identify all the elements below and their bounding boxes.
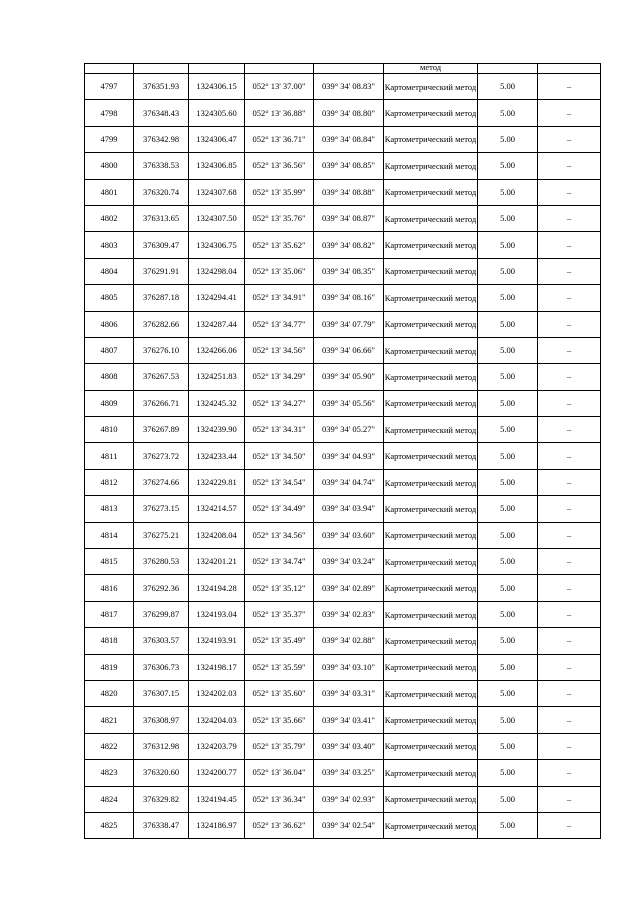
note-cell: – xyxy=(538,628,601,654)
x-coordinate-cell: 376348.43 xyxy=(134,100,189,126)
point-number-cell: 4819 xyxy=(85,654,134,680)
longitude-cell: 039° 34' 08.87" xyxy=(314,205,384,231)
cont-cell-number xyxy=(85,64,134,74)
note-cell: – xyxy=(538,311,601,337)
x-coordinate-cell: 376307.15 xyxy=(134,680,189,706)
x-coordinate-cell: 376273.15 xyxy=(134,496,189,522)
x-coordinate-cell: 376342.98 xyxy=(134,126,189,152)
table-row xyxy=(85,179,601,205)
point-number-cell: 4798 xyxy=(85,100,134,126)
table-row xyxy=(85,337,601,363)
point-number-cell: 4813 xyxy=(85,496,134,522)
y-coordinate-cell: 1324204.03 xyxy=(189,707,245,733)
method-cell: Картометрический метод xyxy=(384,153,478,179)
accuracy-cell: 5.00 xyxy=(478,337,538,363)
table-row xyxy=(85,285,601,311)
method-cell: Картометрический метод xyxy=(384,337,478,363)
longitude-cell: 039° 34' 08.16" xyxy=(314,285,384,311)
accuracy-cell: 5.00 xyxy=(478,443,538,469)
table-body xyxy=(85,64,601,839)
latitude-cell: 052° 13' 35.59" xyxy=(245,654,314,680)
accuracy-cell: 5.00 xyxy=(478,601,538,627)
x-coordinate-cell: 376303.57 xyxy=(134,628,189,654)
table-row xyxy=(85,390,601,416)
longitude-cell: 039° 34' 03.40" xyxy=(314,733,384,759)
cont-cell-error xyxy=(478,64,538,74)
latitude-cell: 052° 13' 34.50" xyxy=(245,443,314,469)
point-number-cell: 4799 xyxy=(85,126,134,152)
point-number-cell: 4807 xyxy=(85,337,134,363)
x-coordinate-cell: 376313.65 xyxy=(134,205,189,231)
latitude-cell: 052° 13' 35.06" xyxy=(245,258,314,284)
y-coordinate-cell: 1324306.85 xyxy=(189,153,245,179)
longitude-cell: 039° 34' 07.79" xyxy=(314,311,384,337)
note-cell: – xyxy=(538,179,601,205)
latitude-cell: 052° 13' 37.00" xyxy=(245,74,314,100)
latitude-cell: 052° 13' 34.54" xyxy=(245,469,314,495)
y-coordinate-cell: 1324239.90 xyxy=(189,417,245,443)
y-coordinate-cell: 1324193.91 xyxy=(189,628,245,654)
point-number-cell: 4800 xyxy=(85,153,134,179)
note-cell: – xyxy=(538,654,601,680)
longitude-cell: 039° 34' 04.93" xyxy=(314,443,384,469)
y-coordinate-cell: 1324194.28 xyxy=(189,575,245,601)
method-cell: Картометрический метод xyxy=(384,812,478,838)
point-number-cell: 4803 xyxy=(85,232,134,258)
point-number-cell: 4810 xyxy=(85,417,134,443)
y-coordinate-cell: 1324294.41 xyxy=(189,285,245,311)
point-number-cell: 4815 xyxy=(85,549,134,575)
longitude-cell: 039° 34' 02.93" xyxy=(314,786,384,812)
point-number-cell: 4811 xyxy=(85,443,134,469)
latitude-cell: 052° 13' 35.62" xyxy=(245,232,314,258)
accuracy-cell: 5.00 xyxy=(478,786,538,812)
table-row xyxy=(85,311,601,337)
latitude-cell: 052° 13' 34.91" xyxy=(245,285,314,311)
point-number-cell: 4805 xyxy=(85,285,134,311)
x-coordinate-cell: 376267.53 xyxy=(134,364,189,390)
accuracy-cell: 5.00 xyxy=(478,126,538,152)
y-coordinate-cell: 1324201.21 xyxy=(189,549,245,575)
x-coordinate-cell: 376312.98 xyxy=(134,733,189,759)
point-number-cell: 4802 xyxy=(85,205,134,231)
x-coordinate-cell: 376309.47 xyxy=(134,232,189,258)
point-number-cell: 4806 xyxy=(85,311,134,337)
table-row xyxy=(85,417,601,443)
longitude-cell: 039° 34' 08.80" xyxy=(314,100,384,126)
table-row xyxy=(85,733,601,759)
longitude-cell: 039° 34' 08.35" xyxy=(314,258,384,284)
accuracy-cell: 5.00 xyxy=(478,311,538,337)
note-cell: – xyxy=(538,126,601,152)
note-cell: – xyxy=(538,812,601,838)
longitude-cell: 039° 34' 02.89" xyxy=(314,575,384,601)
longitude-cell: 039° 34' 08.82" xyxy=(314,232,384,258)
x-coordinate-cell: 376280.53 xyxy=(134,549,189,575)
cont-cell-lat xyxy=(245,64,314,74)
cont-cell-method: метод xyxy=(384,64,478,74)
longitude-cell: 039° 34' 03.10" xyxy=(314,654,384,680)
x-coordinate-cell: 376274.66 xyxy=(134,469,189,495)
method-cell: Картометрический метод xyxy=(384,733,478,759)
point-number-cell: 4812 xyxy=(85,469,134,495)
note-cell: – xyxy=(538,285,601,311)
accuracy-cell: 5.00 xyxy=(478,179,538,205)
point-number-cell: 4797 xyxy=(85,74,134,100)
table-row xyxy=(85,232,601,258)
note-cell: – xyxy=(538,232,601,258)
accuracy-cell: 5.00 xyxy=(478,733,538,759)
method-cell: Картометрический метод xyxy=(384,707,478,733)
point-number-cell: 4814 xyxy=(85,522,134,548)
point-number-cell: 4809 xyxy=(85,390,134,416)
table-row xyxy=(85,74,601,100)
longitude-cell: 039° 34' 05.27" xyxy=(314,417,384,443)
table-row xyxy=(85,364,601,390)
point-number-cell: 4820 xyxy=(85,680,134,706)
latitude-cell: 052° 13' 35.76" xyxy=(245,205,314,231)
latitude-cell: 052° 13' 35.37" xyxy=(245,601,314,627)
note-cell: – xyxy=(538,522,601,548)
cont-cell-note xyxy=(538,64,601,74)
x-coordinate-cell: 376276.10 xyxy=(134,337,189,363)
table-row xyxy=(85,575,601,601)
point-number-cell: 4824 xyxy=(85,786,134,812)
table-row xyxy=(85,443,601,469)
latitude-cell: 052° 13' 36.71" xyxy=(245,126,314,152)
note-cell: – xyxy=(538,733,601,759)
accuracy-cell: 5.00 xyxy=(478,628,538,654)
method-cell: Картометрический метод xyxy=(384,417,478,443)
accuracy-cell: 5.00 xyxy=(478,153,538,179)
point-number-cell: 4817 xyxy=(85,601,134,627)
method-cell: Картометрический метод xyxy=(384,575,478,601)
note-cell: – xyxy=(538,337,601,363)
longitude-cell: 039° 34' 03.94" xyxy=(314,496,384,522)
accuracy-cell: 5.00 xyxy=(478,654,538,680)
point-number-cell: 4818 xyxy=(85,628,134,654)
note-cell: – xyxy=(538,390,601,416)
longitude-cell: 039° 34' 03.60" xyxy=(314,522,384,548)
table-row xyxy=(85,628,601,654)
table-row xyxy=(85,205,601,231)
accuracy-cell: 5.00 xyxy=(478,205,538,231)
method-cell: Картометрический метод xyxy=(384,654,478,680)
y-coordinate-cell: 1324306.15 xyxy=(189,74,245,100)
cont-cell-x xyxy=(134,64,189,74)
point-number-cell: 4825 xyxy=(85,812,134,838)
latitude-cell: 052° 13' 34.27" xyxy=(245,390,314,416)
accuracy-cell: 5.00 xyxy=(478,100,538,126)
note-cell: – xyxy=(538,258,601,284)
longitude-cell: 039° 34' 03.41" xyxy=(314,707,384,733)
latitude-cell: 052° 13' 34.29" xyxy=(245,364,314,390)
x-coordinate-cell: 376320.60 xyxy=(134,760,189,786)
note-cell: – xyxy=(538,443,601,469)
point-number-cell: 4801 xyxy=(85,179,134,205)
longitude-cell: 039° 34' 02.83" xyxy=(314,601,384,627)
method-cell: Картометрический метод xyxy=(384,126,478,152)
y-coordinate-cell: 1324214.57 xyxy=(189,496,245,522)
longitude-cell: 039° 34' 03.31" xyxy=(314,680,384,706)
y-coordinate-cell: 1324287.44 xyxy=(189,311,245,337)
point-number-cell: 4822 xyxy=(85,733,134,759)
method-cell: Картометрический метод xyxy=(384,258,478,284)
longitude-cell: 039° 34' 03.25" xyxy=(314,760,384,786)
latitude-cell: 052° 13' 34.74" xyxy=(245,549,314,575)
point-number-cell: 4804 xyxy=(85,258,134,284)
cont-cell-y xyxy=(189,64,245,74)
x-coordinate-cell: 376351.93 xyxy=(134,74,189,100)
y-coordinate-cell: 1324307.50 xyxy=(189,205,245,231)
point-number-cell: 4823 xyxy=(85,760,134,786)
method-cell: Картометрический метод xyxy=(384,205,478,231)
table-row xyxy=(85,680,601,706)
method-cell: Картометрический метод xyxy=(384,179,478,205)
y-coordinate-cell: 1324203.79 xyxy=(189,733,245,759)
method-cell: Картометрический метод xyxy=(384,100,478,126)
accuracy-cell: 5.00 xyxy=(478,258,538,284)
table-row xyxy=(85,654,601,680)
table-row xyxy=(85,707,601,733)
x-coordinate-cell: 376308.97 xyxy=(134,707,189,733)
x-coordinate-cell: 376282.66 xyxy=(134,311,189,337)
latitude-cell: 052° 13' 34.77" xyxy=(245,311,314,337)
method-cell: Картометрический метод xyxy=(384,786,478,812)
method-cell: Картометрический метод xyxy=(384,443,478,469)
method-cell: Картометрический метод xyxy=(384,549,478,575)
longitude-cell: 039° 34' 08.85" xyxy=(314,153,384,179)
x-coordinate-cell: 376275.21 xyxy=(134,522,189,548)
longitude-cell: 039° 34' 08.83" xyxy=(314,74,384,100)
latitude-cell: 052° 13' 35.79" xyxy=(245,733,314,759)
y-coordinate-cell: 1324202.03 xyxy=(189,680,245,706)
table-row xyxy=(85,786,601,812)
x-coordinate-cell: 376273.72 xyxy=(134,443,189,469)
latitude-cell: 052° 13' 36.34" xyxy=(245,786,314,812)
note-cell: – xyxy=(538,364,601,390)
table-row xyxy=(85,522,601,548)
method-cell: Картометрический метод xyxy=(384,390,478,416)
note-cell: – xyxy=(538,575,601,601)
accuracy-cell: 5.00 xyxy=(478,522,538,548)
y-coordinate-cell: 1324200.77 xyxy=(189,760,245,786)
latitude-cell: 052° 13' 36.88" xyxy=(245,100,314,126)
latitude-cell: 052° 13' 35.66" xyxy=(245,707,314,733)
latitude-cell: 052° 13' 36.62" xyxy=(245,812,314,838)
longitude-cell: 039° 34' 08.84" xyxy=(314,126,384,152)
accuracy-cell: 5.00 xyxy=(478,496,538,522)
x-coordinate-cell: 376338.53 xyxy=(134,153,189,179)
note-cell: – xyxy=(538,601,601,627)
method-cell: Картометрический метод xyxy=(384,364,478,390)
x-coordinate-cell: 376266.71 xyxy=(134,390,189,416)
latitude-cell: 052° 13' 36.04" xyxy=(245,760,314,786)
latitude-cell: 052° 13' 35.49" xyxy=(245,628,314,654)
y-coordinate-cell: 1324306.47 xyxy=(189,126,245,152)
accuracy-cell: 5.00 xyxy=(478,232,538,258)
longitude-cell: 039° 34' 05.90" xyxy=(314,364,384,390)
accuracy-cell: 5.00 xyxy=(478,549,538,575)
method-cell: Картометрический метод xyxy=(384,680,478,706)
x-coordinate-cell: 376267.89 xyxy=(134,417,189,443)
table-row xyxy=(85,153,601,179)
note-cell: – xyxy=(538,786,601,812)
longitude-cell: 039° 34' 02.88" xyxy=(314,628,384,654)
y-coordinate-cell: 1324298.04 xyxy=(189,258,245,284)
point-number-cell: 4808 xyxy=(85,364,134,390)
note-cell: – xyxy=(538,760,601,786)
table-row xyxy=(85,812,601,838)
point-number-cell: 4821 xyxy=(85,707,134,733)
longitude-cell: 039° 34' 04.74" xyxy=(314,469,384,495)
y-coordinate-cell: 1324208.04 xyxy=(189,522,245,548)
x-coordinate-cell: 376306.73 xyxy=(134,654,189,680)
accuracy-cell: 5.00 xyxy=(478,285,538,311)
latitude-cell: 052° 13' 35.99" xyxy=(245,179,314,205)
y-coordinate-cell: 1324198.17 xyxy=(189,654,245,680)
table-row xyxy=(85,549,601,575)
point-number-cell: 4816 xyxy=(85,575,134,601)
note-cell: – xyxy=(538,153,601,179)
accuracy-cell: 5.00 xyxy=(478,575,538,601)
latitude-cell: 052° 13' 35.12" xyxy=(245,575,314,601)
y-coordinate-cell: 1324251.83 xyxy=(189,364,245,390)
latitude-cell: 052° 13' 34.49" xyxy=(245,496,314,522)
note-cell: – xyxy=(538,100,601,126)
accuracy-cell: 5.00 xyxy=(478,74,538,100)
note-cell: – xyxy=(538,417,601,443)
latitude-cell: 052° 13' 34.56" xyxy=(245,337,314,363)
method-cell: Картометрический метод xyxy=(384,496,478,522)
longitude-cell: 039° 34' 02.54" xyxy=(314,812,384,838)
y-coordinate-cell: 1324233.44 xyxy=(189,443,245,469)
method-cell: Картометрический метод xyxy=(384,285,478,311)
latitude-cell: 052° 13' 34.56" xyxy=(245,522,314,548)
table-row xyxy=(85,258,601,284)
x-coordinate-cell: 376320.74 xyxy=(134,179,189,205)
continuation-row xyxy=(85,64,601,74)
y-coordinate-cell: 1324194.45 xyxy=(189,786,245,812)
method-cell: Картометрический метод xyxy=(384,601,478,627)
method-cell: Картометрический метод xyxy=(384,760,478,786)
x-coordinate-cell: 376299.87 xyxy=(134,601,189,627)
note-cell: – xyxy=(538,707,601,733)
y-coordinate-cell: 1324186.97 xyxy=(189,812,245,838)
coordinates-table xyxy=(84,63,601,839)
method-cell: Картометрический метод xyxy=(384,469,478,495)
accuracy-cell: 5.00 xyxy=(478,390,538,416)
method-cell: Картометрический метод xyxy=(384,232,478,258)
accuracy-cell: 5.00 xyxy=(478,469,538,495)
note-cell: – xyxy=(538,496,601,522)
note-cell: – xyxy=(538,549,601,575)
note-cell: – xyxy=(538,205,601,231)
latitude-cell: 052° 13' 35.60" xyxy=(245,680,314,706)
longitude-cell: 039° 34' 03.24" xyxy=(314,549,384,575)
x-coordinate-cell: 376287.18 xyxy=(134,285,189,311)
accuracy-cell: 5.00 xyxy=(478,680,538,706)
y-coordinate-cell: 1324306.75 xyxy=(189,232,245,258)
note-cell: – xyxy=(538,74,601,100)
accuracy-cell: 5.00 xyxy=(478,812,538,838)
x-coordinate-cell: 376329.82 xyxy=(134,786,189,812)
x-coordinate-cell: 376292.36 xyxy=(134,575,189,601)
accuracy-cell: 5.00 xyxy=(478,707,538,733)
y-coordinate-cell: 1324193.04 xyxy=(189,601,245,627)
table-row xyxy=(85,469,601,495)
method-cell: Картометрический метод xyxy=(384,522,478,548)
y-coordinate-cell: 1324307.68 xyxy=(189,179,245,205)
latitude-cell: 052° 13' 36.56" xyxy=(245,153,314,179)
note-cell: – xyxy=(538,680,601,706)
x-coordinate-cell: 376338.47 xyxy=(134,812,189,838)
table-row xyxy=(85,760,601,786)
method-cell: Картометрический метод xyxy=(384,628,478,654)
y-coordinate-cell: 1324229.81 xyxy=(189,469,245,495)
y-coordinate-cell: 1324266.06 xyxy=(189,337,245,363)
accuracy-cell: 5.00 xyxy=(478,364,538,390)
longitude-cell: 039° 34' 06.66" xyxy=(314,337,384,363)
table-row xyxy=(85,601,601,627)
accuracy-cell: 5.00 xyxy=(478,417,538,443)
longitude-cell: 039° 34' 05.56" xyxy=(314,390,384,416)
note-cell: – xyxy=(538,469,601,495)
accuracy-cell: 5.00 xyxy=(478,760,538,786)
table-row xyxy=(85,496,601,522)
longitude-cell: 039° 34' 08.88" xyxy=(314,179,384,205)
latitude-cell: 052° 13' 34.31" xyxy=(245,417,314,443)
x-coordinate-cell: 376291.91 xyxy=(134,258,189,284)
y-coordinate-cell: 1324305.60 xyxy=(189,100,245,126)
table-row xyxy=(85,100,601,126)
method-cell: Картометрический метод xyxy=(384,74,478,100)
y-coordinate-cell: 1324245.32 xyxy=(189,390,245,416)
cont-cell-lon xyxy=(314,64,384,74)
table-row xyxy=(85,126,601,152)
method-cell: Картометрический метод xyxy=(384,311,478,337)
